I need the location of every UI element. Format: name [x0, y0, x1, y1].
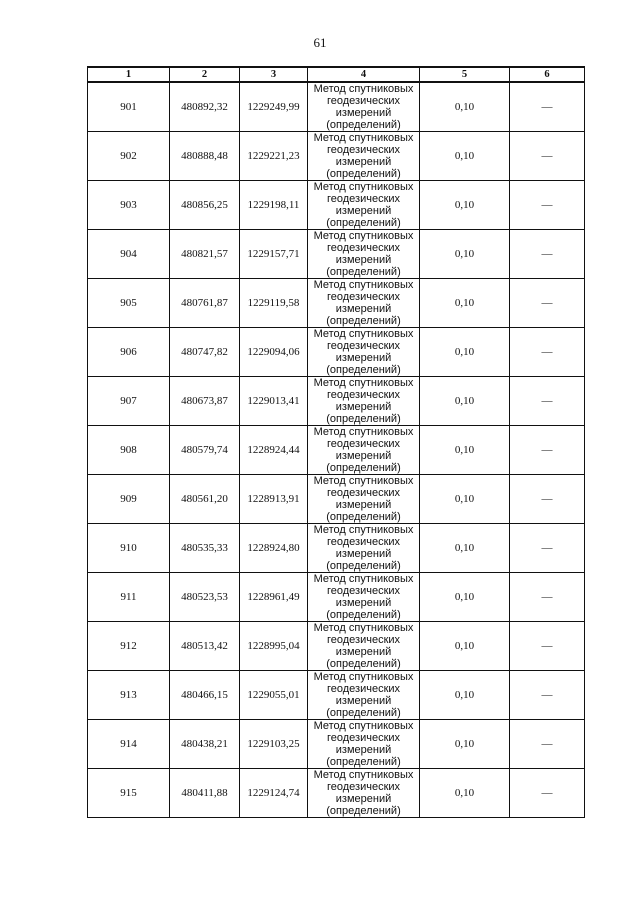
- point-number-cell: 912: [88, 622, 170, 671]
- method-text-line: Метод спутниковых: [313, 181, 414, 193]
- y-coordinate-cell: 1229221,23: [240, 132, 308, 181]
- x-coordinate-cell: 480856,25: [170, 181, 240, 230]
- point-number-cell: 904: [88, 230, 170, 279]
- note-cell: —: [510, 328, 585, 377]
- method-text-line: Метод спутниковых: [313, 720, 414, 732]
- note-cell: —: [510, 279, 585, 328]
- method-text-line: геодезических: [326, 144, 401, 156]
- y-coordinate-cell: 1228995,04: [240, 622, 308, 671]
- point-number-cell: 909: [88, 475, 170, 524]
- accuracy-cell: 0,10: [420, 328, 510, 377]
- table-row: [88, 769, 585, 818]
- method-text-line: измерений: [335, 401, 392, 413]
- accuracy-cell: 0,10: [420, 622, 510, 671]
- point-number-cell: 901: [88, 82, 170, 132]
- method-text-line: измерений: [335, 793, 392, 805]
- method-text-line: (определений): [326, 266, 401, 278]
- x-coordinate-cell: 480888,48: [170, 132, 240, 181]
- method-text-line: (определений): [326, 315, 401, 327]
- accuracy-cell: 0,10: [420, 230, 510, 279]
- y-coordinate-cell: 1229119,58: [240, 279, 308, 328]
- y-coordinate-cell: 1229157,71: [240, 230, 308, 279]
- x-coordinate-cell: 480523,53: [170, 573, 240, 622]
- point-number-cell: 907: [88, 377, 170, 426]
- x-coordinate-cell: 480821,57: [170, 230, 240, 279]
- method-text-line: геодезических: [326, 95, 401, 107]
- column-header: 6: [510, 67, 585, 82]
- method-cell: [308, 671, 420, 720]
- y-coordinate-cell: 1229249,99: [240, 82, 308, 132]
- method-text-line: Метод спутниковых: [313, 377, 414, 389]
- table-row: [88, 524, 585, 573]
- accuracy-cell: 0,10: [420, 377, 510, 426]
- point-number-cell: 915: [88, 769, 170, 818]
- method-cell: [308, 426, 420, 475]
- y-coordinate-cell: 1228924,80: [240, 524, 308, 573]
- y-coordinate-cell: 1229124,74: [240, 769, 308, 818]
- method-cell: [308, 82, 420, 132]
- accuracy-cell: 0,10: [420, 132, 510, 181]
- method-text-line: (определений): [326, 609, 401, 621]
- x-coordinate-cell: 480411,88: [170, 769, 240, 818]
- method-text-line: измерений: [335, 450, 392, 462]
- method-text-line: Метод спутниковых: [313, 671, 414, 683]
- y-coordinate-cell: 1229094,06: [240, 328, 308, 377]
- method-text-line: измерений: [335, 205, 392, 217]
- column-header: 5: [420, 67, 510, 82]
- point-number-cell: 911: [88, 573, 170, 622]
- method-text-line: Метод спутниковых: [313, 230, 414, 242]
- accuracy-cell: 0,10: [420, 426, 510, 475]
- method-text-line: (определений): [326, 805, 401, 817]
- point-number-cell: 913: [88, 671, 170, 720]
- method-text-line: (определений): [326, 168, 401, 180]
- method-text-line: Метод спутниковых: [313, 769, 414, 781]
- method-text-line: измерений: [335, 156, 392, 168]
- method-text-line: геодезических: [326, 242, 401, 254]
- note-cell: —: [510, 769, 585, 818]
- x-coordinate-cell: 480579,74: [170, 426, 240, 475]
- method-cell: [308, 769, 420, 818]
- accuracy-cell: 0,10: [420, 279, 510, 328]
- note-cell: —: [510, 622, 585, 671]
- accuracy-cell: 0,10: [420, 181, 510, 230]
- y-coordinate-cell: 1229103,25: [240, 720, 308, 769]
- method-text-line: Метод спутниковых: [313, 83, 414, 95]
- method-text-line: Метод спутниковых: [313, 328, 414, 340]
- method-cell: [308, 328, 420, 377]
- table-row: [88, 573, 585, 622]
- method-cell: [308, 132, 420, 181]
- x-coordinate-cell: 480466,15: [170, 671, 240, 720]
- method-text-line: геодезических: [326, 291, 401, 303]
- table-row: [88, 671, 585, 720]
- x-coordinate-cell: 480747,82: [170, 328, 240, 377]
- table-row: [88, 720, 585, 769]
- coordinates-table: [87, 66, 585, 818]
- method-text-line: (определений): [326, 756, 401, 768]
- column-header: 3: [240, 67, 308, 82]
- method-text-line: измерений: [335, 597, 392, 609]
- method-text-line: геодезических: [326, 193, 401, 205]
- table-row: [88, 230, 585, 279]
- method-text-line: измерений: [335, 646, 392, 658]
- method-text-line: геодезических: [326, 536, 401, 548]
- accuracy-cell: 0,10: [420, 475, 510, 524]
- accuracy-cell: 0,10: [420, 769, 510, 818]
- table-row: [88, 82, 585, 132]
- point-number-cell: 905: [88, 279, 170, 328]
- x-coordinate-cell: 480892,32: [170, 82, 240, 132]
- method-text-line: (определений): [326, 707, 401, 719]
- method-text-line: геодезических: [326, 683, 401, 695]
- page-number: 61: [313, 35, 327, 50]
- y-coordinate-cell: 1228913,91: [240, 475, 308, 524]
- method-text-line: геодезических: [326, 634, 401, 646]
- method-cell: [308, 279, 420, 328]
- accuracy-cell: 0,10: [420, 720, 510, 769]
- method-text-line: измерений: [335, 548, 392, 560]
- table-row: [88, 622, 585, 671]
- point-number-cell: 906: [88, 328, 170, 377]
- x-coordinate-cell: 480761,87: [170, 279, 240, 328]
- method-text-line: измерений: [335, 695, 392, 707]
- method-text-line: (определений): [326, 217, 401, 229]
- method-text-line: измерений: [335, 499, 392, 511]
- note-cell: —: [510, 720, 585, 769]
- accuracy-cell: 0,10: [420, 671, 510, 720]
- note-cell: —: [510, 181, 585, 230]
- method-text-line: геодезических: [326, 732, 401, 744]
- note-cell: —: [510, 377, 585, 426]
- method-text-line: измерений: [335, 254, 392, 266]
- note-cell: —: [510, 573, 585, 622]
- note-cell: —: [510, 230, 585, 279]
- table-row: [88, 328, 585, 377]
- method-cell: [308, 622, 420, 671]
- method-text-line: (определений): [326, 658, 401, 670]
- method-text-line: геодезических: [326, 340, 401, 352]
- method-text-line: (определений): [326, 364, 401, 376]
- table-body: [88, 82, 585, 818]
- column-header: 2: [170, 67, 240, 82]
- method-text-line: измерений: [335, 107, 392, 119]
- method-cell: [308, 573, 420, 622]
- method-cell: [308, 181, 420, 230]
- table-row: [88, 181, 585, 230]
- method-text-line: геодезических: [326, 389, 401, 401]
- method-text-line: Метод спутниковых: [313, 426, 414, 438]
- method-text-line: (определений): [326, 511, 401, 523]
- method-cell: [308, 230, 420, 279]
- accuracy-cell: 0,10: [420, 573, 510, 622]
- point-number-cell: 903: [88, 181, 170, 230]
- method-text-line: измерений: [335, 352, 392, 364]
- point-number-cell: 902: [88, 132, 170, 181]
- method-cell: [308, 720, 420, 769]
- accuracy-cell: 0,10: [420, 82, 510, 132]
- column-header: 1: [88, 67, 170, 82]
- note-cell: —: [510, 82, 585, 132]
- method-text-line: Метод спутниковых: [313, 622, 414, 634]
- method-text-line: измерений: [335, 744, 392, 756]
- method-cell: [308, 475, 420, 524]
- method-cell: [308, 524, 420, 573]
- y-coordinate-cell: 1229055,01: [240, 671, 308, 720]
- table-header-row: [88, 67, 585, 82]
- x-coordinate-cell: 480513,42: [170, 622, 240, 671]
- accuracy-cell: 0,10: [420, 524, 510, 573]
- note-cell: —: [510, 426, 585, 475]
- point-number-cell: 908: [88, 426, 170, 475]
- table-row: [88, 377, 585, 426]
- method-text-line: геодезических: [326, 781, 401, 793]
- point-number-cell: 910: [88, 524, 170, 573]
- method-text-line: геодезических: [326, 487, 401, 499]
- method-text-line: Метод спутниковых: [313, 475, 414, 487]
- note-cell: —: [510, 671, 585, 720]
- note-cell: —: [510, 475, 585, 524]
- table-row: [88, 426, 585, 475]
- x-coordinate-cell: 480561,20: [170, 475, 240, 524]
- method-text-line: (определений): [326, 119, 401, 131]
- y-coordinate-cell: 1229013,41: [240, 377, 308, 426]
- x-coordinate-cell: 480673,87: [170, 377, 240, 426]
- note-cell: —: [510, 132, 585, 181]
- method-text-line: Метод спутниковых: [313, 524, 414, 536]
- method-text-line: (определений): [326, 560, 401, 572]
- method-text-line: геодезических: [326, 438, 401, 450]
- method-text-line: Метод спутниковых: [313, 279, 414, 291]
- x-coordinate-cell: 480535,33: [170, 524, 240, 573]
- column-header: 4: [308, 67, 420, 82]
- note-cell: —: [510, 524, 585, 573]
- method-text-line: (определений): [326, 462, 401, 474]
- method-cell: [308, 377, 420, 426]
- method-text-line: (определений): [326, 413, 401, 425]
- y-coordinate-cell: 1228924,44: [240, 426, 308, 475]
- method-text-line: Метод спутниковых: [313, 132, 414, 144]
- method-text-line: геодезических: [326, 585, 401, 597]
- y-coordinate-cell: 1229198,11: [240, 181, 308, 230]
- method-text-line: Метод спутниковых: [313, 573, 414, 585]
- table-row: [88, 475, 585, 524]
- x-coordinate-cell: 480438,21: [170, 720, 240, 769]
- table-row: [88, 279, 585, 328]
- table-row: [88, 132, 585, 181]
- method-text-line: измерений: [335, 303, 392, 315]
- point-number-cell: 914: [88, 720, 170, 769]
- y-coordinate-cell: 1228961,49: [240, 573, 308, 622]
